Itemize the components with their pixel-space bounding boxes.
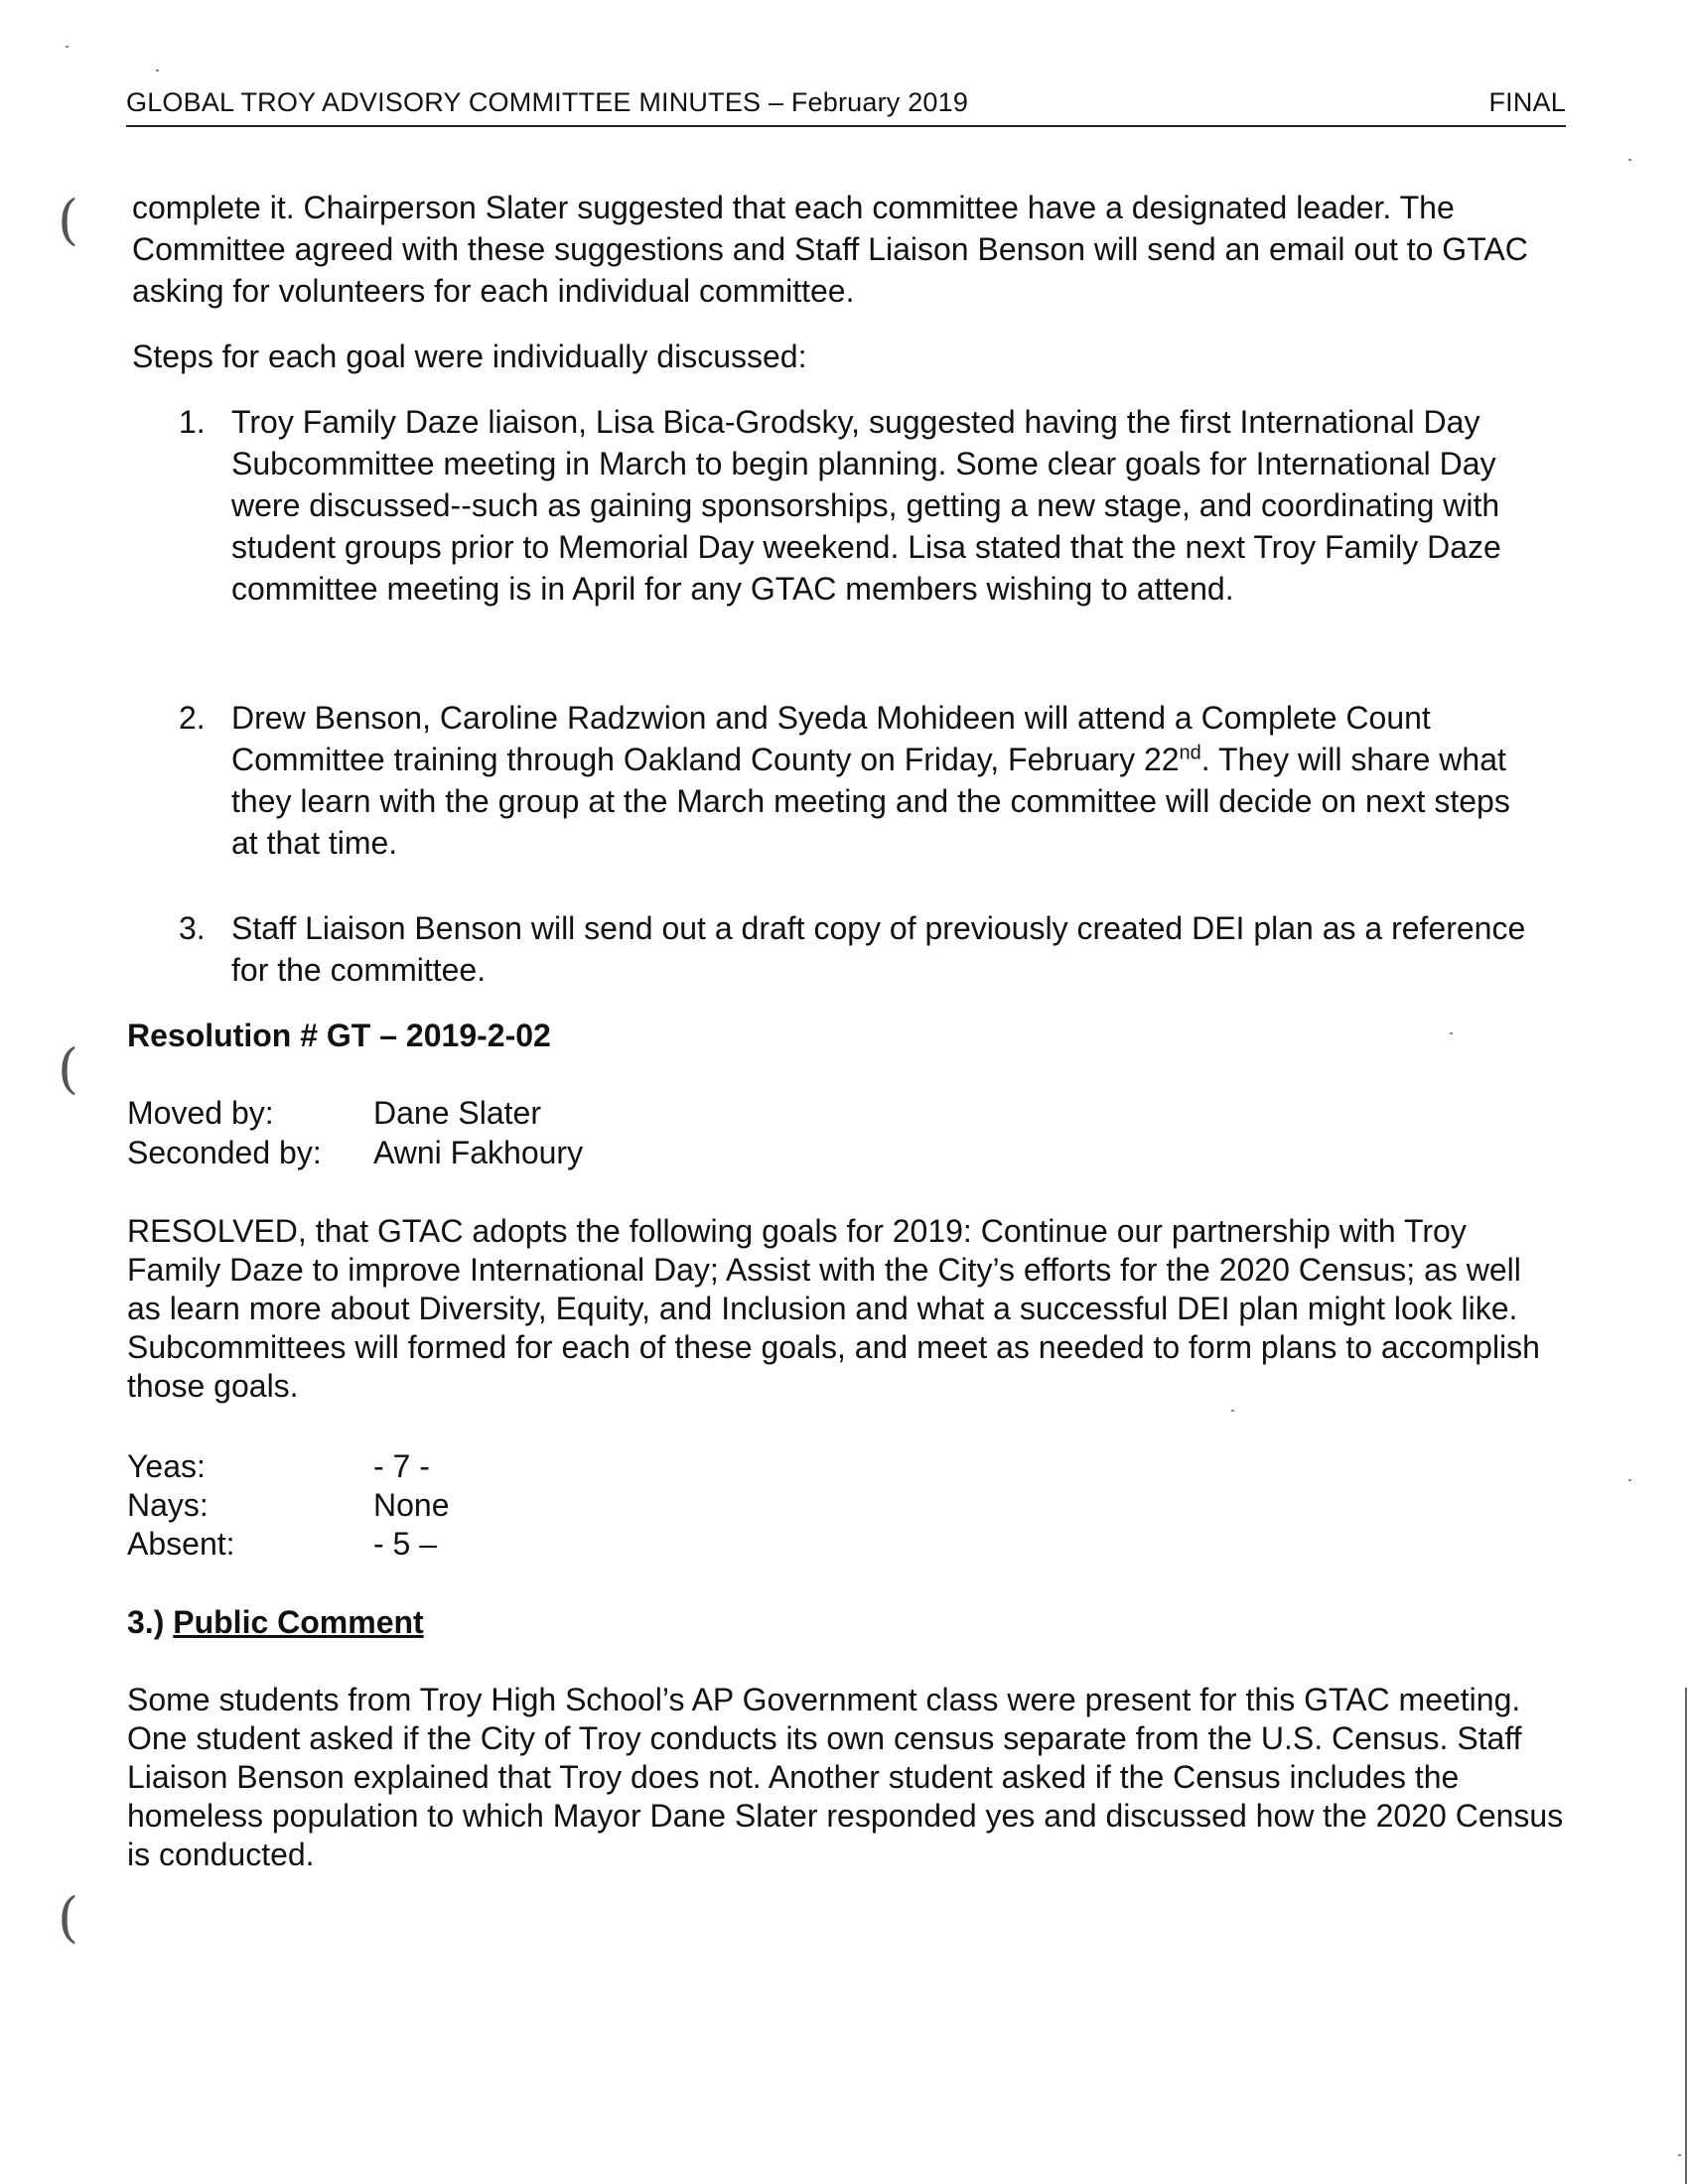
scan-speck: [1678, 2154, 1681, 2156]
scan-speck: [1231, 1410, 1234, 1412]
list-item-text: Drew Benson, Caroline Radzwion and Syeda Mohideen will attend a Complete Count Committee training through Oakland County on Friday, February 22nd. They will share what they learn with the group at the March meeting and the committee will decide on next steps at that time.: [231, 700, 1510, 861]
scan-edge-line: [1685, 1688, 1687, 2184]
absent-value: - 5 –: [373, 1526, 438, 1562]
public-comment-text: Some students from Troy High School’s AP Government class were present for this GTAC meeting. One student asked if the City of Troy conducts its own census separate from the U.S. Census. Staff Liaison Benson explained that Troy does not. Another student asked if the Census includes the homeless population to which Mayor Dane Slater responded yes and discussed how the 2020 Census is conducted.: [127, 1682, 1564, 1872]
absent-label: Absent:: [127, 1526, 235, 1562]
header-title: GLOBAL TROY ADVISORY COMMITTEE MINUTES – February 2019: [126, 87, 969, 117]
margin-paren-mark: (: [58, 189, 79, 251]
list-item-text: Troy Family Daze liaison, Lisa Bica-Grodsky, suggested having the first International Day Subcommittee meeting in March to begin planning. Some clear goals for International Day were discussed--such as gaining sponsorships, getting a new stage, and coordinating with student groups prior to Memorial Day weekend. Lisa stated that the next Troy Family Daze committee meeting is in April for any GTAC members wishing to attend.: [231, 404, 1501, 607]
nays-value: None: [373, 1487, 450, 1523]
seconded-by-label: Seconded by:: [127, 1135, 322, 1170]
superscript: nd: [1179, 742, 1201, 764]
public-comment-heading: [127, 1604, 424, 1641]
list-item-number: 2.: [179, 700, 206, 736]
list-item-number: 1.: [179, 404, 206, 440]
intro-paragraph: complete it. Chairperson Slater suggested that each committee have a designated leader. The Committee agreed with these suggestions and Staff Liaison Benson will send an email out to GTAC asking for volunteers for each individual committee.: [132, 190, 1528, 309]
page-header: [126, 87, 1566, 127]
moved-by-value: Dane Slater: [373, 1095, 541, 1131]
seconded-by-value: Awni Fakhoury: [373, 1135, 584, 1170]
yeas-value: - 7 -: [373, 1448, 430, 1484]
section-number: 3.): [127, 1604, 165, 1640]
steps-intro: Steps for each goal were individually discussed:: [132, 339, 807, 374]
margin-paren-mark: (: [58, 1886, 79, 1949]
section-title: Public Comment: [173, 1604, 424, 1640]
absent-row: [127, 1524, 437, 1564]
scan-speck: [1450, 1032, 1453, 1034]
scan-speck: [1628, 159, 1631, 161]
nays-row: [127, 1485, 450, 1525]
scan-speck: [66, 46, 69, 48]
resolution-heading: Resolution # GT – 2019-2-02: [127, 1018, 551, 1053]
header-status: FINAL: [1488, 87, 1566, 117]
scan-speck: [1628, 1479, 1631, 1481]
resolution-text: RESOLVED, that GTAC adopts the following goals for 2019: Continue our partnership with Troy Family Daze to improve International Day; Assist with the City’s efforts for the 2020 Census; as well as learn more about Diversity, Equity, and Inclusion and what a successful DEI plan might look like. Subcommittees will formed for each of these goals, and meet as needed to form plans to accomplish those goals.: [127, 1213, 1540, 1404]
yeas-row: [127, 1446, 430, 1486]
nays-label: Nays:: [127, 1487, 209, 1523]
moved-by-row: [127, 1093, 541, 1133]
scan-speck: [156, 69, 159, 71]
list-item-text: Staff Liaison Benson will send out a draft copy of previously created DEI plan as a reference for the committee.: [231, 910, 1526, 988]
list-item-number: 3.: [179, 910, 206, 946]
yeas-label: Yeas:: [127, 1448, 206, 1484]
moved-by-label: Moved by:: [127, 1095, 274, 1131]
margin-paren-mark: (: [58, 1037, 79, 1100]
seconded-by-row: [127, 1133, 583, 1172]
